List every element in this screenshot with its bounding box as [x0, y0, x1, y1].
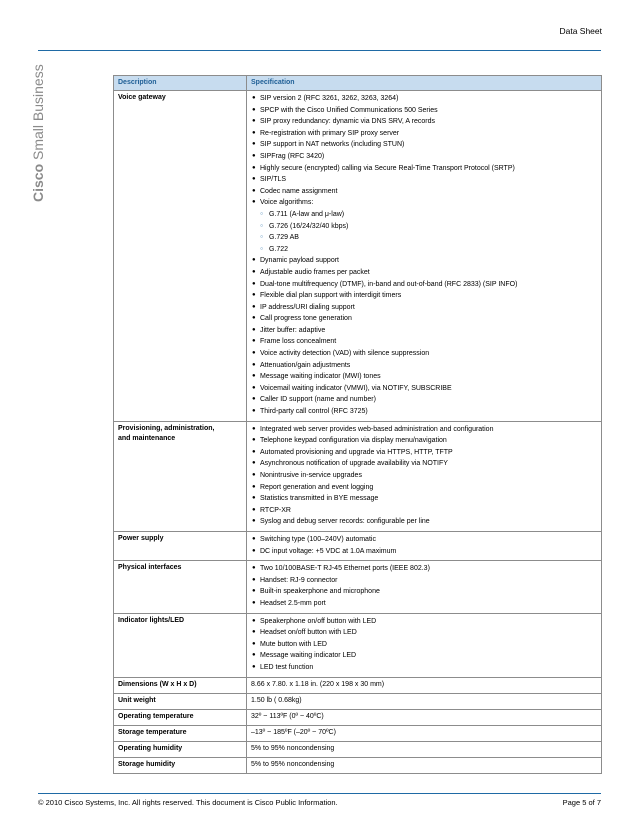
list-item: ● Headset on/off button with LED: [251, 627, 597, 639]
list-item: ● Automated provisioning and upgrade via HTTPS, HTTP, TFTP: [251, 447, 597, 459]
list-item: ● DC input voltage: +5 VDC at 1.0A maximum: [251, 546, 597, 558]
physical-interfaces-list: [251, 563, 597, 609]
list-item: ● Switching type (100–240V) automatic: [251, 534, 597, 546]
list-item: ● Two 10/100BASE-T RJ-45 Ethernet ports (IEEE 802.3): [251, 563, 597, 575]
row-label: Power supply: [114, 531, 247, 560]
list-item: ● SIP support in NAT networks (including STUN): [251, 139, 597, 151]
list-item: ● Caller ID support (name and number): [251, 394, 597, 406]
row-label: Operating temperature: [114, 709, 247, 725]
voice-gateway-list-a: [251, 93, 597, 209]
brand-vertical-logo: [30, 42, 46, 202]
table-row-storage-temperature: [114, 725, 602, 741]
row-value: 5% to 95% noncondensing: [247, 757, 602, 773]
list-item: ● Statistics transmitted in BYE message: [251, 493, 597, 505]
row-value: 8.66 x 7.80. x 1.18 in. (220 x 198 x 30 mm): [247, 677, 602, 693]
table-header-row: [114, 76, 602, 91]
brand-bold: Cisco: [30, 163, 46, 202]
list-item: ● Frame loss concealment: [251, 336, 597, 348]
row-spec: [247, 613, 602, 677]
row-label: Voice gateway: [114, 91, 247, 422]
list-item: ● Codec name assignment: [251, 186, 597, 198]
list-item: ● Voicemail waiting indicator (VMWI), via NOTIFY, SUBSCRIBE: [251, 383, 597, 395]
list-item: ● Report generation and event logging: [251, 482, 597, 494]
brand-light: Small Business: [30, 64, 46, 160]
row-label: Indicator lights/LED: [114, 613, 247, 677]
row-label: Unit weight: [114, 693, 247, 709]
footer-divider: [38, 793, 601, 794]
list-item: ● Integrated web server provides web-based administration and configuration: [251, 424, 597, 436]
codec-item: ○ G.729 AB: [251, 232, 597, 244]
table-row-operating-humidity: [114, 741, 602, 757]
list-item: ● Third-party call control (RFC 3725): [251, 406, 597, 418]
row-label: Operating humidity: [114, 741, 247, 757]
list-item: ● SIP proxy redundancy: dynamic via DNS SRV, A records: [251, 116, 597, 128]
list-item: ● Asynchronous notification of upgrade availability via NOTIFY: [251, 458, 597, 470]
table-row-power-supply: [114, 531, 602, 560]
table-row-physical-interfaces: [114, 561, 602, 613]
list-item: ● SIP/TLS: [251, 174, 597, 186]
row-value: 5% to 95% noncondensing: [247, 741, 602, 757]
list-item: ● Message waiting indicator LED: [251, 650, 597, 662]
list-item: ● Mute button with LED: [251, 639, 597, 651]
row-label: Storage temperature: [114, 725, 247, 741]
list-item: ● SIP version 2 (RFC 3261, 3262, 3263, 3264): [251, 93, 597, 105]
list-item: ● Dual-tone multifrequency (DTMF), in-band and out-of-band (RFC 2833) (SIP INFO): [251, 279, 597, 291]
list-item: ● Re-registration with primary SIP proxy server: [251, 128, 597, 140]
table-row-provisioning: [114, 421, 602, 531]
table-row-unit-weight: [114, 693, 602, 709]
row-label: Dimensions (W x H x D): [114, 677, 247, 693]
row-label: Storage humidity: [114, 757, 247, 773]
codec-sublist: [251, 209, 597, 255]
indicator-lights-list: [251, 616, 597, 674]
specification-column-header: Specification: [247, 76, 602, 91]
row-value: –13º ~ 185ºF (–20º ~ 70ºC): [247, 725, 602, 741]
list-item: ● RTCP-XR: [251, 505, 597, 517]
row-spec: [247, 421, 602, 531]
list-item: ● Nonintrusive in-service upgrades: [251, 470, 597, 482]
row-spec: [247, 561, 602, 613]
list-item: ● Handset: RJ-9 connector: [251, 575, 597, 587]
specification-table: [113, 75, 602, 774]
list-item: ● Adjustable audio frames per packet: [251, 267, 597, 279]
row-value: 1.50 lb ( 0.68kg): [247, 693, 602, 709]
list-item: ● Message waiting indicator (MWI) tones: [251, 371, 597, 383]
table-row-dimensions: [114, 677, 602, 693]
list-item: ● SPCP with the Cisco Unified Communications 500 Series: [251, 105, 597, 117]
table-row-storage-humidity: [114, 757, 602, 773]
provisioning-list: [251, 424, 597, 528]
list-item: ● Syslog and debug server records: configurable per line: [251, 516, 597, 528]
list-item: ● SIPFrag (RFC 3420): [251, 151, 597, 163]
codec-item: ○ G.722: [251, 244, 597, 256]
list-item: ● IP address/URI dialing support: [251, 302, 597, 314]
list-item: ● Dynamic payload support: [251, 255, 597, 267]
row-label-line-1: Provisioning, administration,: [118, 424, 215, 432]
list-item: ● Flexible dial plan support with interdigit timers: [251, 290, 597, 302]
list-item: ● Voice algorithms:: [251, 197, 597, 209]
page-number: Page 5 of 7: [562, 798, 601, 807]
header-divider: [38, 50, 601, 51]
list-item: ● Headset 2.5-mm port: [251, 598, 597, 610]
table-row-voice-gateway: [114, 91, 602, 422]
row-label-line-2: and maintenance: [118, 434, 176, 442]
voice-gateway-list-b: [251, 255, 597, 417]
row-label: Physical interfaces: [114, 561, 247, 613]
row-spec: [247, 91, 602, 422]
list-item: ● Voice activity detection (VAD) with silence suppression: [251, 348, 597, 360]
description-column-header: Description: [114, 76, 247, 91]
list-item: ● Built-in speakerphone and microphone: [251, 586, 597, 598]
list-item: ● Highly secure (encrypted) calling via Secure Real-Time Transport Protocol (SRTP): [251, 163, 597, 175]
codec-item: ○ G.711 (A-law and μ-law): [251, 209, 597, 221]
power-supply-list: [251, 534, 597, 557]
document-type-label: Data Sheet: [559, 26, 602, 36]
table-row-operating-temperature: [114, 709, 602, 725]
list-item: ● Speakerphone on/off button with LED: [251, 616, 597, 628]
row-spec: [247, 531, 602, 560]
list-item: ● Telephone keypad configuration via display menu/navigation: [251, 435, 597, 447]
list-item: ● Attenuation/gain adjustments: [251, 360, 597, 372]
copyright-notice: © 2010 Cisco Systems, Inc. All rights reserved. This document is Cisco Public Information.: [38, 798, 338, 807]
row-label: [114, 421, 247, 531]
list-item: ● Jitter buffer: adaptive: [251, 325, 597, 337]
list-item: ● LED test function: [251, 662, 597, 674]
table-row-indicator-lights: [114, 613, 602, 677]
row-value: 32º ~ 113ºF (0º ~ 40ºC): [247, 709, 602, 725]
list-item: ● Call progress tone generation: [251, 313, 597, 325]
codec-item: ○ G.726 (16/24/32/40 kbps): [251, 221, 597, 233]
